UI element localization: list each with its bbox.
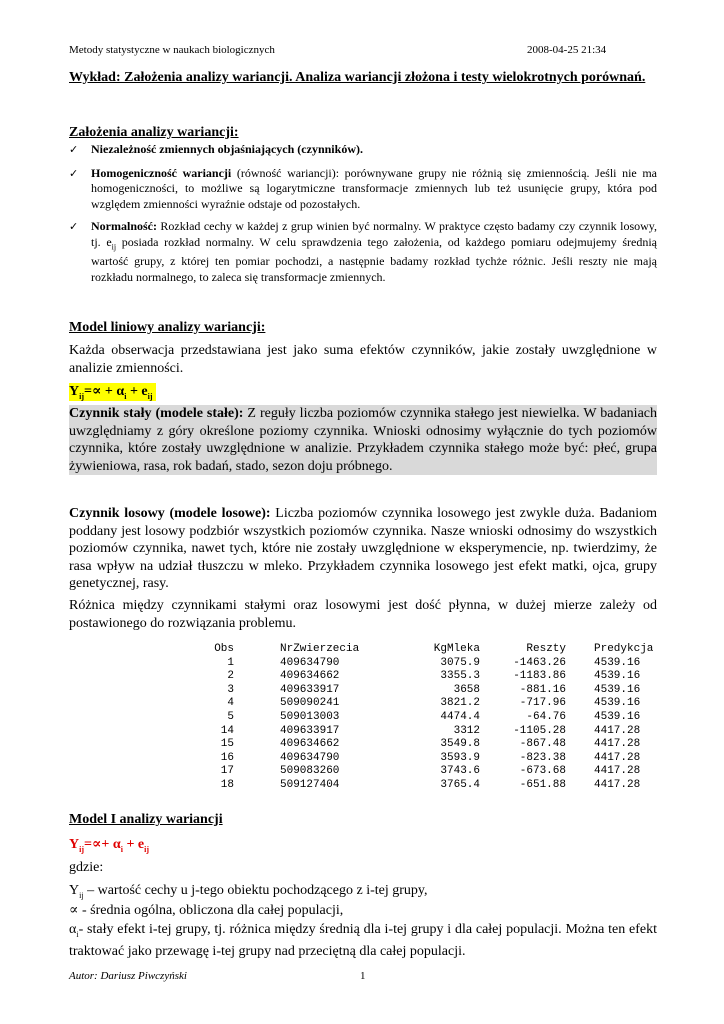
table-cell: -867.48	[519, 738, 566, 751]
table-cell: -823.38	[519, 751, 566, 764]
table-cell: 3355.3	[440, 670, 480, 683]
table-cell: -1463.26	[513, 656, 566, 669]
table-cell: 509083260	[280, 765, 340, 778]
table-cell: -673.68	[519, 765, 566, 778]
linear-model-heading: Model liniowy analizy wariancji:	[69, 320, 266, 335]
column-header: KgMleka	[433, 643, 480, 655]
table-row	[196, 697, 670, 711]
column-header: Obs	[214, 643, 234, 655]
table-cell: 17	[220, 765, 234, 778]
table-cell: -717.96	[519, 697, 566, 710]
table-cell: -881.16	[519, 683, 566, 696]
table-cell: 14	[220, 724, 234, 737]
table-cell: 3075.9	[440, 656, 480, 669]
table-cell: 3312	[453, 724, 480, 737]
difference-paragraph: Różnica między czynnikami stałymi oraz losowymi jest dość płynna, w dużej mierze zależy od postawionego do rozwiązania problemu.	[69, 598, 657, 631]
model1-heading: Model I analizy wariancji	[69, 812, 223, 827]
table-cell: 3549.8	[440, 738, 480, 751]
table-cell: 409634790	[280, 751, 340, 764]
table-row	[196, 684, 670, 698]
definition-mean: ∝ - średnia ogólna, obliczona dla całej populacji,	[69, 903, 344, 918]
table-cell: 4539.16	[594, 670, 641, 683]
random-factor-paragraph	[69, 505, 657, 593]
table-row	[196, 725, 670, 739]
checkmark-icon: ✓	[69, 166, 79, 180]
table-cell: -651.88	[519, 778, 566, 791]
footer-author: Autor: Dariusz Piwczyński	[69, 970, 187, 982]
assumption-text: posiada rozkład normalny. W celu sprawdzenia tego założenia, od każdego pomiaru odejmujemy średnią wartość grupy, z której ten pomiar pochodzi, a następnie badamy rozkład tychże różnic. Jeśli reszty nie mają rozkładu normalnego, to zaleca się transformacje zmiennych.	[91, 234, 657, 284]
subscript: ij	[111, 241, 117, 251]
random-factor-term: Czynnik losowy (modele losowe):	[69, 506, 271, 521]
column-header: Predykcja	[594, 643, 654, 655]
table-cell: 4474.4	[440, 710, 480, 723]
table-cell: 4417.28	[594, 751, 641, 764]
assumption-title: Niezależność zmiennych objaśniających (czynników).	[91, 142, 363, 156]
assumption-text: Rozkład cechy w każdej z grup winien być normalny. W praktyce często badamy czy czynnik losowy, tj. e	[91, 219, 657, 249]
where-label: gdzie:	[69, 860, 104, 875]
column-header: NrZwierzecia	[280, 643, 360, 655]
table-cell: 15	[220, 738, 234, 751]
checkmark-icon: ✓	[69, 220, 79, 233]
table-cell: 409633917	[280, 724, 340, 737]
table-cell: 5	[227, 710, 234, 723]
assumptions-list	[69, 142, 657, 285]
table-cell: 509127404	[280, 778, 340, 791]
table-cell: -1105.28	[513, 724, 566, 737]
checkmark-icon: ✓	[69, 143, 79, 156]
table-row	[196, 765, 670, 779]
fixed-factor-term: Czynnik stały (modele stałe):	[69, 406, 244, 421]
header-course: Metody statystyczne w naukach biologicznych	[69, 44, 275, 56]
table-cell: 4417.28	[594, 724, 641, 737]
table-cell: 4	[227, 697, 234, 710]
column-header: Reszty	[526, 643, 566, 655]
table-row	[196, 752, 670, 766]
table-cell: 3593.9	[440, 751, 480, 764]
table-cell: 4417.28	[594, 738, 641, 751]
table-cell: 509090241	[280, 697, 340, 710]
assumption-independence	[69, 142, 657, 158]
table-header-row	[196, 643, 670, 657]
table-cell: 4539.16	[594, 697, 641, 710]
table-cell: 409634790	[280, 656, 340, 669]
table-cell: -1183.86	[513, 670, 566, 683]
assumption-text: (równość wariancji): porównywane grupy nie różnią się zmiennością. Jeśli nie ma homogeniczności, to możliwe są logarytmiczne transformacje zmiennych lub też usunięcie grupy, która pod względem zmienności wyraźnie odstaje od pozostałych.	[91, 165, 657, 211]
definition-alpha: $\alpha_i-$ stały efekt i-tej grupy, tj. różnica między średnią dla i-tej grupy i dla całej populacji. Można ten efekt traktować jako przewagę i-tej grupy nad przeciętną dla całej populacji.	[69, 922, 657, 960]
assumption-title: Homogeniczność wariancji	[91, 165, 232, 180]
lecture-title: Wykład: Założenia analizy wariancji. Analiza wariancji złożona i testy wielokrotnych porównań.	[69, 70, 646, 85]
table-row	[196, 779, 670, 793]
model1-formula: $Y_{ij}=\propto+ \alpha_i + e_{ij}$	[69, 837, 150, 854]
table-row	[196, 738, 670, 752]
random-factor-text: Liczba poziomów czynnika losowego jest zwykle duża. Badaniom poddany jest losowy podzbiór wszystkich poziomów czynnika. Nasze wnioski odnosimy do wszystkich poziomów czynnika, nawet tych, które nie zostały uwzględnione w eksperymencie, np. twierdzimy, że rasa wpływ na udział tłuszczu w mleko. Przykładem czynnika losowego jest efekt matki, ojca, grupy genetycznej, rasy.	[69, 506, 657, 591]
page-number: 1	[360, 970, 366, 982]
table-cell: 3743.6	[440, 765, 480, 778]
table-cell: 409634662	[280, 670, 340, 683]
table-row	[196, 670, 670, 684]
observations-table	[196, 643, 670, 793]
table-cell: 3765.4	[440, 778, 480, 791]
assumption-homogeneity	[69, 166, 657, 213]
fixed-factor-text: Z reguły liczba poziomów czynnika stałego jest niewielka. W badaniach uwzględniamy z góry określone poziomy czynnika. Wnioski odnosimy wyłącznie do tych poziomów czynnika, które zostały uwzględnione w analizie. Przykładem czynnika stałego może być: płeć, grupa żywieniowa, rasa, rok badań, stado, sezon doju próbnego.	[69, 406, 657, 474]
linear-model-intro: Każda obserwacja przedstawiana jest jako suma efektów czynników, jakie zostały uwzględnione w analizie zmienności.	[69, 343, 657, 376]
table-cell: 3	[227, 683, 234, 696]
table-cell: -64.76	[526, 710, 566, 723]
model-formula: $Y_{ij}=\propto + \alpha_i + e_{ij}$	[69, 383, 156, 401]
table-cell: 409634662	[280, 738, 340, 751]
fixed-factor-paragraph	[69, 405, 657, 475]
table-row	[196, 711, 670, 725]
header-date: 2008-04-25 21:34	[527, 44, 607, 56]
table-row	[196, 657, 670, 671]
assumption-title: Normalność:	[91, 219, 157, 233]
table-cell: 3821.2	[440, 697, 480, 710]
table-cell: 409633917	[280, 683, 340, 696]
table-cell: 1	[227, 656, 234, 669]
table-cell: 4539.16	[594, 656, 641, 669]
table-cell: 2	[227, 670, 234, 683]
assumption-normality	[69, 219, 657, 285]
table-cell: 4417.28	[594, 778, 641, 791]
table-cell: 509013003	[280, 710, 340, 723]
assumptions-heading: Założenia analizy wariancji:	[69, 125, 239, 140]
table-cell: 4539.16	[594, 683, 641, 696]
table-cell: 4417.28	[594, 765, 641, 778]
table-cell: 4539.16	[594, 710, 641, 723]
definition-y: $Y_{ij}$ – wartość cechy u j-tego obiektu pochodzącego z i-tej grupy,	[69, 883, 428, 900]
table-cell: 3658	[453, 683, 480, 696]
table-cell: 16	[220, 751, 234, 764]
table-cell: 18	[220, 778, 234, 791]
